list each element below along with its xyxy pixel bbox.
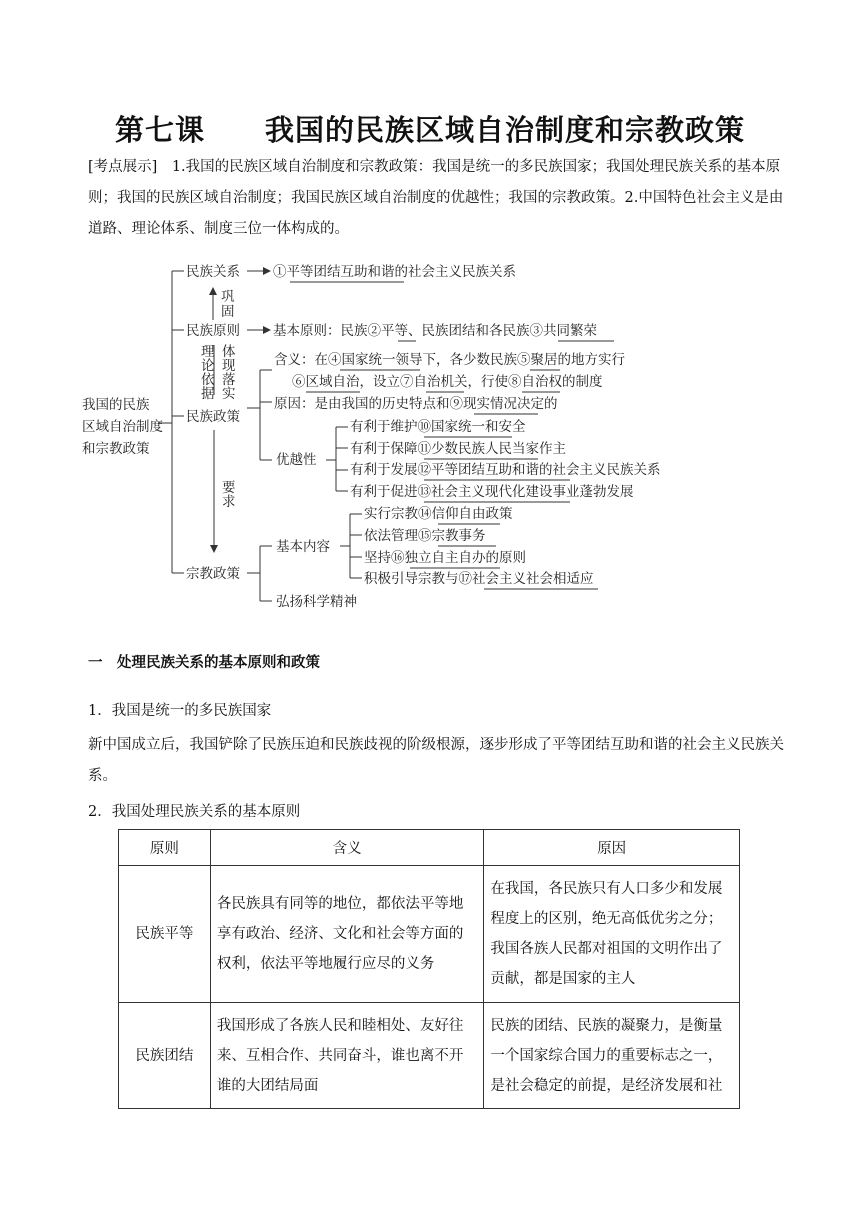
principles-table (118, 829, 740, 1109)
table-cell: 各民族具有同等的地位，都依法平等地享有政治、经济、文化和社会等方面的权利，依法平等地履行应尽的义务 (210, 866, 484, 1003)
node-ethnic-policy: 民族政策 (186, 409, 240, 425)
table-cell: 民族的团结、民族的凝聚力，是衡量一个国家综合国力的重要标志之一，是社会稳定的前提，是经济发展和社 (484, 1003, 740, 1109)
ethnic-relations-item: ①平等团结互助和谐的社会主义民族关系 (273, 264, 516, 280)
basic-content-item-2: 依法管理⑮宗教事务 (364, 528, 486, 544)
link-consolidate-2: 固 (221, 304, 235, 320)
advantage-item-3: 有利于发展⑫平等团结互助和谐的社会主义民族关系 (350, 462, 661, 478)
table-cell: 民族团结 (119, 1003, 211, 1109)
table-cell: 民族平等 (119, 866, 211, 1003)
node-religious-policy: 宗教政策 (186, 566, 240, 582)
table-row (119, 866, 740, 1003)
subheading-2: 2．我国处理民族关系的基本原则 (88, 804, 301, 820)
section-heading: 一 处理民族关系的基本原则和政策 (88, 655, 320, 671)
table-header-row (119, 830, 740, 866)
policy-reason: 原因：是由我国的历史特点和⑨现实情况决定的 (274, 396, 558, 412)
link-theory-2: 论 (201, 358, 215, 374)
table-header-meaning: 含义 (210, 830, 484, 866)
link-theory-4: 据 (201, 386, 215, 402)
link-embody-3: 落 (222, 372, 236, 388)
advantage-item-1: 有利于维护⑩国家统一和安全 (350, 419, 526, 435)
advantage-item-2: 有利于保障⑪少数民族人民当家作主 (350, 441, 566, 457)
table-cell: 我国形成了各族人民和睦相处、友好往来、互相合作、共同奋斗，谁也离不开谁的大团结局面 (210, 1003, 484, 1109)
diagram-root-line-2: 区域自治制度 (82, 419, 163, 435)
link-require-2: 求 (222, 494, 236, 510)
link-require-1: 要 (222, 480, 236, 496)
link-theory-3: 依 (201, 372, 215, 388)
diagram-root-line-3: 和宗教政策 (82, 441, 150, 457)
link-embody-2: 现 (222, 358, 236, 374)
paragraph-1: 新中国成立后，我国铲除了民族压迫和民族歧视的阶级根源，逐步形成了平等团结互助和谐的社会主义民族关系。 (88, 737, 784, 784)
node-ethnic-principles: 民族原则 (186, 323, 240, 339)
policy-meaning-line-1: 含义：在④国家统一领导下，各少数民族⑤聚居的地方实行 (274, 352, 625, 368)
link-theory-1: 理 (201, 344, 215, 360)
link-embody-4: 实 (222, 386, 236, 402)
ethnic-principles-item: 基本原则：民族②平等、民族团结和各民族③共同繁荣 (273, 323, 597, 339)
table-header-reason: 原因 (484, 830, 740, 866)
policy-meaning-line-2: ⑥区域自治，设立⑦自治机关，行使⑧自治权的制度 (292, 374, 603, 390)
table-header-principle: 原则 (119, 830, 211, 866)
node-basic-content: 基本内容 (276, 539, 330, 555)
link-consolidate-1: 巩 (221, 289, 235, 305)
table-cell: 在我国，各民族只有人口多少和发展程度上的区别，绝无高低优劣之分；我国各族人民都对祖国的文明作出了贡献，都是国家的主人 (484, 866, 740, 1003)
basic-content-item-1: 实行宗教⑭信仰自由政策 (364, 506, 513, 522)
diagram-root-line-1: 我国的民族 (82, 397, 150, 413)
node-advantages: 优越性 (276, 452, 317, 468)
subheading-1: 1．我国是统一的多民族国家 (88, 703, 272, 719)
basic-content-item-3: 坚持⑯独立自主自办的原则 (364, 550, 526, 566)
link-embody-1: 体 (222, 344, 236, 360)
table-row (119, 1003, 740, 1109)
node-promote-science: 弘扬科学精神 (276, 594, 357, 610)
advantage-item-4: 有利于促进⑬社会主义现代化建设事业蓬勃发展 (350, 484, 634, 500)
lesson-title: 第七课 我国的民族区域自治制度和宗教政策 (114, 113, 745, 147)
basic-content-item-4: 积极引导宗教与⑰社会主义社会相适应 (364, 571, 594, 587)
node-ethnic-relations: 民族关系 (186, 264, 240, 280)
exam-points-paragraph: [考点展示] 1.我国的民族区域自治制度和宗教政策：我国是统一的多民族国家；我国处理民族关系的基本原则；我国的民族区域自治制度；我国民族区域自治制度的优越性；我国的宗教政策。2.中国特色社会主义是由道路、理论体系、制度三位一体构成的。 (88, 159, 784, 237)
